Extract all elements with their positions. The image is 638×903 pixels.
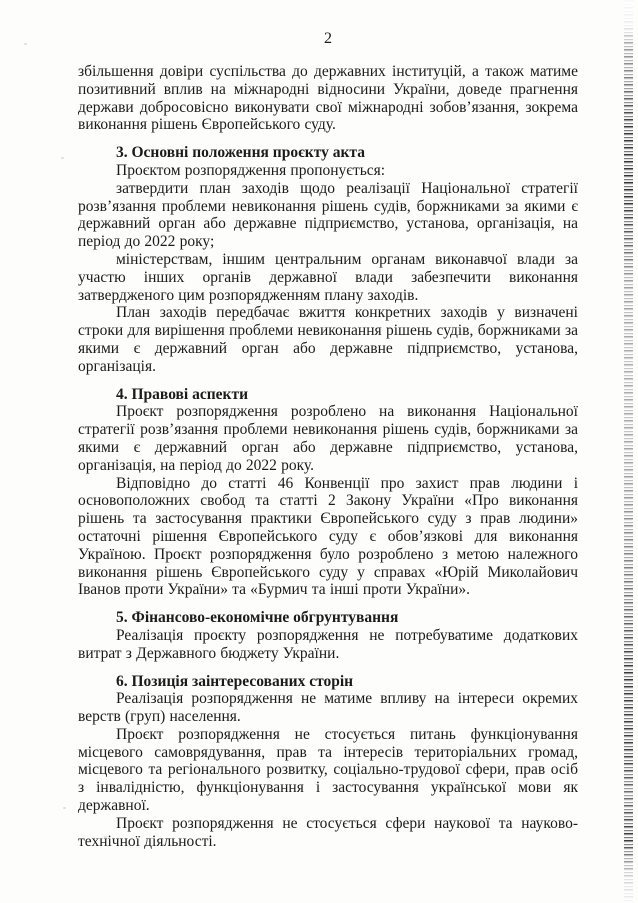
section-6-paragraph-1: Реалізація розпорядження не матиме впливу на інтереси окремих верств (груп) населення. xyxy=(78,690,578,726)
page-number: 2 xyxy=(324,30,332,47)
section-4-paragraph-1: Проєкт розпорядження розроблено на виконання Національної стратегії розв’язання проблеми невиконання рішень судів, боржниками за якими є державний орган або державне підприємство, установа, організація, на період до 2022 року. xyxy=(78,403,578,474)
scan-speck xyxy=(104,836,107,838)
continued-paragraph: збільшення довіри суспільства до державних інституцій, а також матиме позитивний вплив на міжнародні відносини України, доведе прагнення держави добросовісно виконувати свої міжнародні зобов’язання, зокрема виконання рішень Європейського суду. xyxy=(78,63,578,134)
section-3-heading: 3. Основні положення проєкту акта xyxy=(116,144,365,162)
section-5-heading: 5. Фінансово-економічне обгрунтування xyxy=(116,609,399,627)
section-6-heading: 6. Позиція заінтересованих сторін xyxy=(116,672,354,690)
section-5-paragraph-1: Реалізація проєкту розпорядження не потребуватиме додаткових витрат з Державного бюджету України. xyxy=(78,626,578,662)
section-4-heading: 4. Правові аспекти xyxy=(116,385,249,403)
scan-speck xyxy=(24,43,27,45)
section-6-paragraph-2: Проєкт розпорядження не стосується питань функціонування місцевого самоврядування, прав та інтересів територіальних громад, місцевого та регіонального розвитку, соціально-трудової сфери, прав осіб з інвалідністю, функціонування і застосування української мови як державної. xyxy=(78,725,578,815)
section-3-paragraph-1: Проєктом розпорядження пропонується: xyxy=(116,161,386,179)
section-4-paragraph-2: Відповідно до статті 46 Конвенції про захист прав людини і основоположних свобод та статті 2 Закону України «Про виконання рішень та застосування практики Європейського суду з прав людини» остаточні рішення Європейського суду є обов’язкові для виконання Україною. Проєкт розпорядження було розроблено з метою належного виконання рішень Європейського суду у справах «Юрій Миколайович Іванов проти України» та «Бурмич та інші проти України». xyxy=(78,474,578,599)
section-3-paragraph-4: План заходів передбачає вжиття конкретних заходів у визначені строки для вирішення проблеми невиконання рішень судів, боржниками за якими є державний орган або державне підприємство, установа, організація. xyxy=(78,304,578,375)
section-3-paragraph-2: затвердити план заходів щодо реалізації Національної стратегії розв’язання проблеми невиконання рішень судів, боржниками за якими є державний орган або державне підприємство, установа, організація, на період до 2022 року; xyxy=(78,179,578,251)
section-3-paragraph-3: міністерствам, іншим центральним органам виконавчої влади за участю інших органів державної влади забезпечити виконання затвердженого цим розпорядженням плану заходів. xyxy=(78,250,578,304)
document-body xyxy=(78,63,578,850)
scan-smudge-strip xyxy=(624,0,633,903)
scan-speck xyxy=(63,807,66,809)
scan-speck xyxy=(61,157,64,159)
section-6-paragraph-3: Проєкт розпорядження не стосується сфери наукової та науково-технічної діяльності. xyxy=(78,814,578,850)
